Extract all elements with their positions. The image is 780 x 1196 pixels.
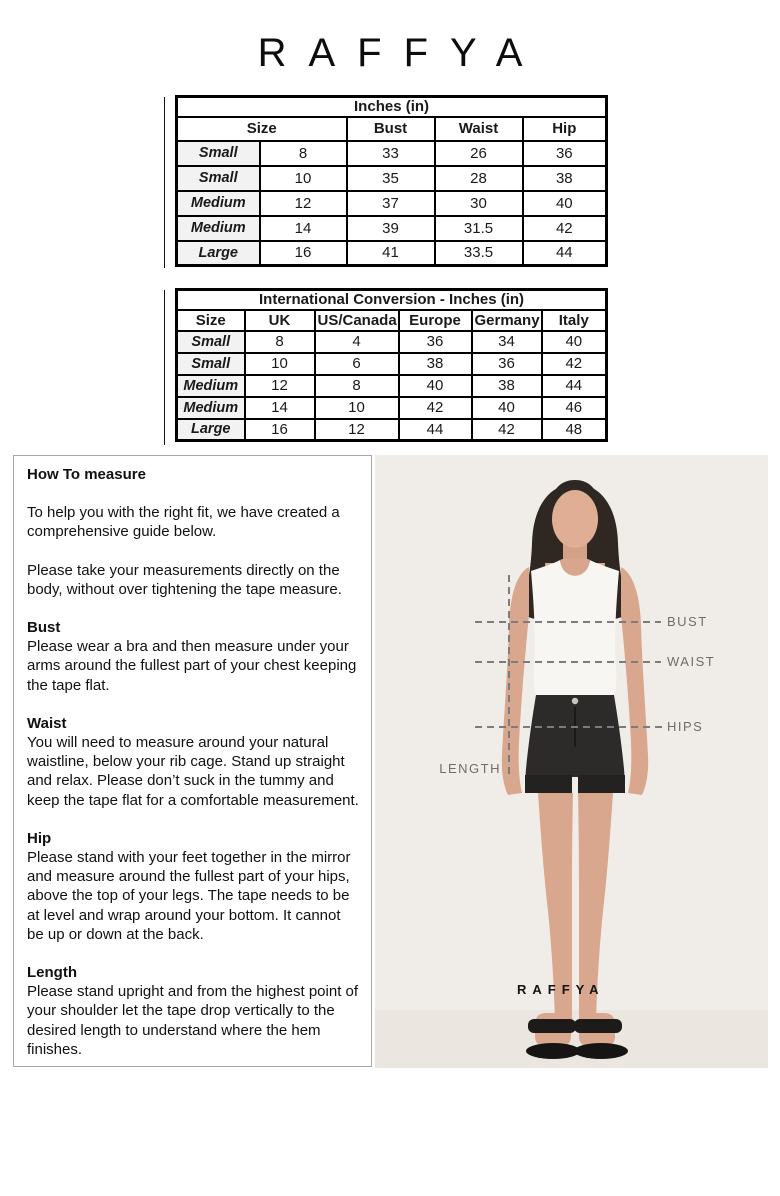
value-cell: 8 <box>260 141 347 166</box>
value-cell: 6 <box>315 353 399 375</box>
value-cell: 12 <box>315 419 399 441</box>
value-cell: 48 <box>542 419 607 441</box>
value-cell: 36 <box>399 331 472 353</box>
value-cell: 38 <box>472 375 542 397</box>
section-heading-length: Length <box>27 964 77 982</box>
value-cell: 39 <box>347 216 435 241</box>
value-cell: 42 <box>542 353 607 375</box>
value-cell: 28 <box>435 166 523 191</box>
value-cell: 38 <box>523 166 607 191</box>
value-cell: 10 <box>245 353 315 375</box>
table-row <box>177 141 607 166</box>
value-cell: 10 <box>260 166 347 191</box>
size-cell: Small <box>177 331 245 353</box>
value-cell: 16 <box>245 419 315 441</box>
size-cell: Large <box>177 419 245 441</box>
size-cell: Medium <box>177 191 260 216</box>
column-header: Size <box>177 310 245 331</box>
table-gutter-line <box>164 290 165 445</box>
value-cell: 42 <box>399 397 472 419</box>
column-header: Hip <box>523 117 607 141</box>
hips-label: HIPS <box>667 719 704 734</box>
value-cell: 40 <box>472 397 542 419</box>
value-cell: 44 <box>399 419 472 441</box>
size-cell: Medium <box>177 375 245 397</box>
value-cell: 30 <box>435 191 523 216</box>
table-row <box>177 331 607 353</box>
column-header: UK <box>245 310 315 331</box>
section-heading-hip: Hip <box>27 829 52 847</box>
column-header: Waist <box>435 117 523 141</box>
value-cell: 8 <box>245 331 315 353</box>
bust-label: BUST <box>667 614 708 629</box>
table-body <box>177 290 607 441</box>
value-cell: 34 <box>472 331 542 353</box>
section-body-length: Please stand upright and from the highest point of your shoulder let the tape drop vertically to the desired length to understand where the hem finishes. <box>27 983 359 1058</box>
value-cell: 36 <box>523 141 607 166</box>
value-cell: 31.5 <box>435 216 523 241</box>
guide-box <box>13 455 372 1067</box>
column-header: Europe <box>399 310 472 331</box>
size-cell: Medium <box>177 397 245 419</box>
size-cell: Small <box>177 353 245 375</box>
value-cell: 40 <box>542 331 607 353</box>
waist-label: WAIST <box>667 654 716 669</box>
length-label: LENGTH <box>439 761 501 776</box>
table-gutter-line <box>164 97 165 268</box>
table-row <box>177 241 607 266</box>
value-cell: 37 <box>347 191 435 216</box>
section-heading-waist: Waist <box>27 714 67 732</box>
model-photo <box>375 455 768 1068</box>
size-table-international <box>175 288 608 442</box>
hips-line <box>475 726 663 728</box>
bust-line <box>475 621 661 623</box>
table-row <box>177 375 607 397</box>
value-cell: 36 <box>472 353 542 375</box>
value-cell: 40 <box>399 375 472 397</box>
value-cell: 35 <box>347 166 435 191</box>
value-cell: 33 <box>347 141 435 166</box>
table-row <box>177 191 607 216</box>
value-cell: 41 <box>347 241 435 266</box>
brand-logo: RAFFYA <box>257 31 545 75</box>
value-cell: 14 <box>245 397 315 419</box>
value-cell: 26 <box>435 141 523 166</box>
table-title: International Conversion - Inches (in) <box>177 290 607 310</box>
section-body-hip: Please stand with your feet together in the mirror and measure around the fullest part of your hips, above the top of your legs. The tape needs to be at level and wrap around your bottom. It cannot be up or down at the back. <box>27 849 351 943</box>
value-cell: 46 <box>542 397 607 419</box>
section-body-bust: Please wear a bra and then measure under your arms around the fullest part of your chest keeping the tape flat. <box>27 638 357 694</box>
column-header: Germany <box>472 310 542 331</box>
table-row <box>177 216 607 241</box>
value-cell: 10 <box>315 397 399 419</box>
value-cell: 14 <box>260 216 347 241</box>
section-heading-bust: Bust <box>27 619 61 637</box>
model-figure <box>375 455 768 1068</box>
value-cell: 44 <box>523 241 607 266</box>
value-cell: 8 <box>315 375 399 397</box>
size-cell: Small <box>177 166 260 191</box>
table-row <box>177 397 607 419</box>
column-header: Italy <box>542 310 607 331</box>
value-cell: 16 <box>260 241 347 266</box>
waist-line <box>475 661 661 663</box>
table-row <box>177 166 607 191</box>
column-header: Bust <box>347 117 435 141</box>
guide-paragraph: To help you with the right fit, we have created a comprehensive guide below. <box>27 504 340 541</box>
size-cell: Small <box>177 141 260 166</box>
value-cell: 38 <box>399 353 472 375</box>
value-cell: 12 <box>245 375 315 397</box>
value-cell: 42 <box>523 216 607 241</box>
column-header: US/Canada <box>315 310 399 331</box>
column-header: Size <box>177 117 347 141</box>
table-row <box>177 353 607 375</box>
guide-paragraph: Please take your measurements directly on the body, without over tightening the tape measure. <box>27 561 342 598</box>
size-table-inches <box>175 95 608 267</box>
value-cell: 4 <box>315 331 399 353</box>
photo-watermark: RAFFYA <box>517 982 605 997</box>
section-body-waist: You will need to measure around your natural waistline, below your rib cage. Stand up straight and relax. Please don’t suck in the tummy and keep the tape flat for a comfortable measurement. <box>27 734 359 809</box>
value-cell: 33.5 <box>435 241 523 266</box>
value-cell: 12 <box>260 191 347 216</box>
length-line <box>508 575 510 775</box>
size-cell: Medium <box>177 216 260 241</box>
guide-title: How To measure <box>27 466 146 483</box>
table-title: Inches (in) <box>177 97 607 117</box>
value-cell: 44 <box>542 375 607 397</box>
value-cell: 42 <box>472 419 542 441</box>
value-cell: 40 <box>523 191 607 216</box>
size-cell: Large <box>177 241 260 266</box>
table-row <box>177 419 607 441</box>
table-body <box>177 97 607 266</box>
